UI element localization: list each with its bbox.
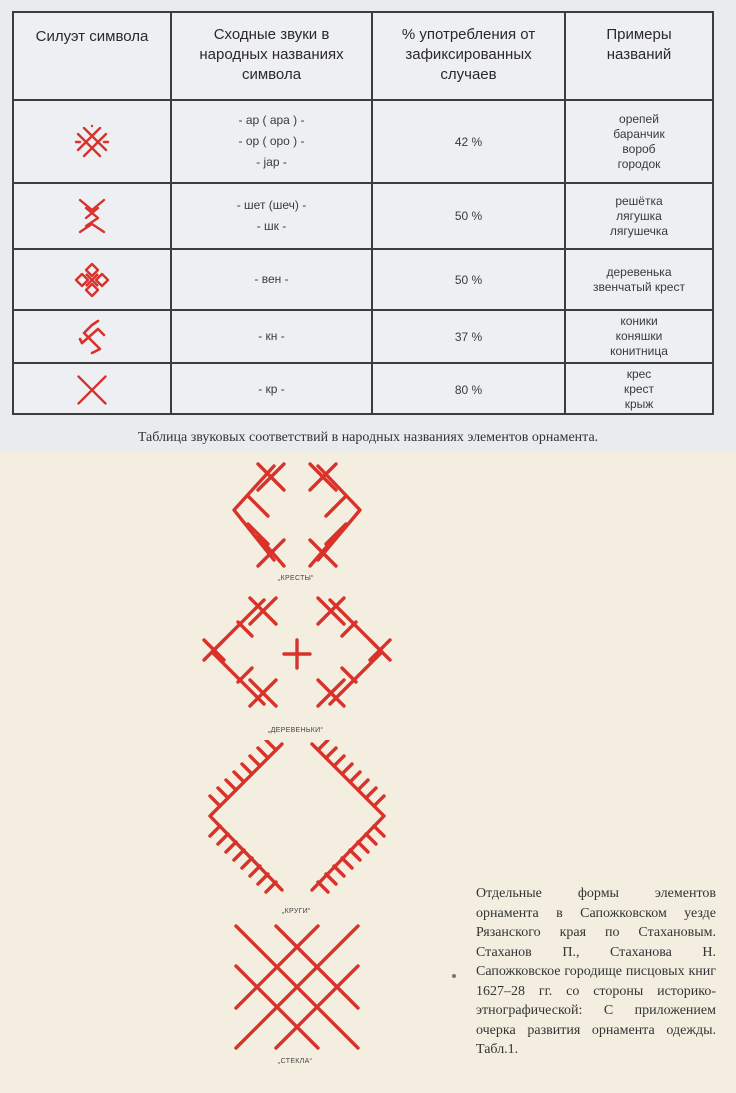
speck (452, 974, 456, 978)
examples-cell (564, 184, 712, 248)
swastika-icon (72, 317, 112, 357)
examples-cell (564, 250, 712, 309)
ornament-krugi (202, 740, 392, 898)
percent-cell: 80 % (371, 364, 564, 415)
sound-correspondence-table (12, 11, 714, 415)
ornament-label-kresty: „КРЕСТЫ“ (278, 575, 314, 582)
symbol-cell (14, 184, 170, 248)
header-percent: % употребления от зафиксированных случаев (371, 13, 564, 99)
x-cross-icon (74, 372, 110, 408)
header-examples: Примеры названий (564, 13, 712, 99)
example-name: крес (626, 367, 652, 381)
percent-cell: 50 % (371, 184, 564, 248)
sounds-cell: - кр - (170, 364, 371, 415)
sound-value: - шк - (256, 219, 287, 233)
example-name: орепей (619, 111, 659, 126)
sounds-cell: - кн - (170, 311, 371, 362)
example-name: лягушечка (609, 223, 669, 238)
ornament-kresty (222, 458, 372, 576)
sounds-cell (170, 101, 371, 182)
zigzag-figure-icon (72, 196, 112, 236)
example-name: вороб (622, 141, 656, 156)
sound-value: - ор ( оро ) - (238, 134, 305, 148)
sound-value: - ар ( ара ) - (238, 113, 305, 127)
symbol-cell (14, 101, 170, 182)
header-sounds: Сходные звуки в народных названиях символа (170, 13, 371, 99)
symbol-cell (14, 311, 170, 362)
sounds-cell (170, 184, 371, 248)
sound-value: - jар - (256, 155, 287, 169)
example-name: лягушка (616, 208, 662, 223)
table-row (14, 184, 712, 250)
sounds-cell: - вен - (170, 250, 371, 309)
table-header (14, 13, 712, 101)
percent-cell: 42 % (371, 101, 564, 182)
examples-cell (564, 364, 712, 415)
examples-cell (564, 101, 712, 182)
percent-cell: 37 % (371, 311, 564, 362)
sound-value: - шет (шеч) - (236, 198, 307, 212)
source-note: Отдельные формы элементов орнамента в Сапожковском уезде Рязанского края по Стахановым. Стаханов П., Стаханова Н. Сапожковское городище писцовых книг 1627–28 гг. со стороны историко-этнографической: С приложением очерка развития орнамента одежды. Табл.1. (476, 886, 716, 1057)
ornament-derevenki (200, 592, 394, 714)
example-name: деревенька (606, 264, 672, 279)
examples-cell (564, 311, 712, 362)
example-name: баранчик (613, 126, 665, 141)
table-row (14, 311, 712, 364)
knot-cross-icon (72, 260, 112, 300)
percent-cell: 50 % (371, 250, 564, 309)
example-name: решётка (615, 193, 663, 208)
symbol-cell (14, 250, 170, 309)
symbol-cell (14, 364, 170, 415)
example-name: коняшки (615, 329, 663, 343)
example-name: коники (620, 314, 658, 328)
example-name: конитница (610, 344, 668, 358)
ornament-label-stekla: „СТЕКЛА“ (278, 1058, 313, 1065)
lattice-cross-icon (72, 122, 112, 162)
ornament-label-derevenki: „ДЕРЕВЕНЬКИ“ (268, 727, 324, 734)
example-name: крыж (624, 397, 654, 411)
example-name: крест (623, 382, 655, 396)
example-name: городок (617, 156, 661, 171)
table-row (14, 101, 712, 184)
ornament-label-krugi: „КРУГИ“ (282, 908, 311, 915)
ornament-stekla (232, 922, 362, 1052)
table-row (14, 364, 712, 415)
table-row (14, 250, 712, 311)
example-name: звенчатый крест (593, 279, 685, 294)
table-caption: Таблица звуковых соответствий в народных названиях элементов орнамента. (137, 430, 599, 445)
header-silhouette: Силуэт символа (35, 28, 149, 45)
